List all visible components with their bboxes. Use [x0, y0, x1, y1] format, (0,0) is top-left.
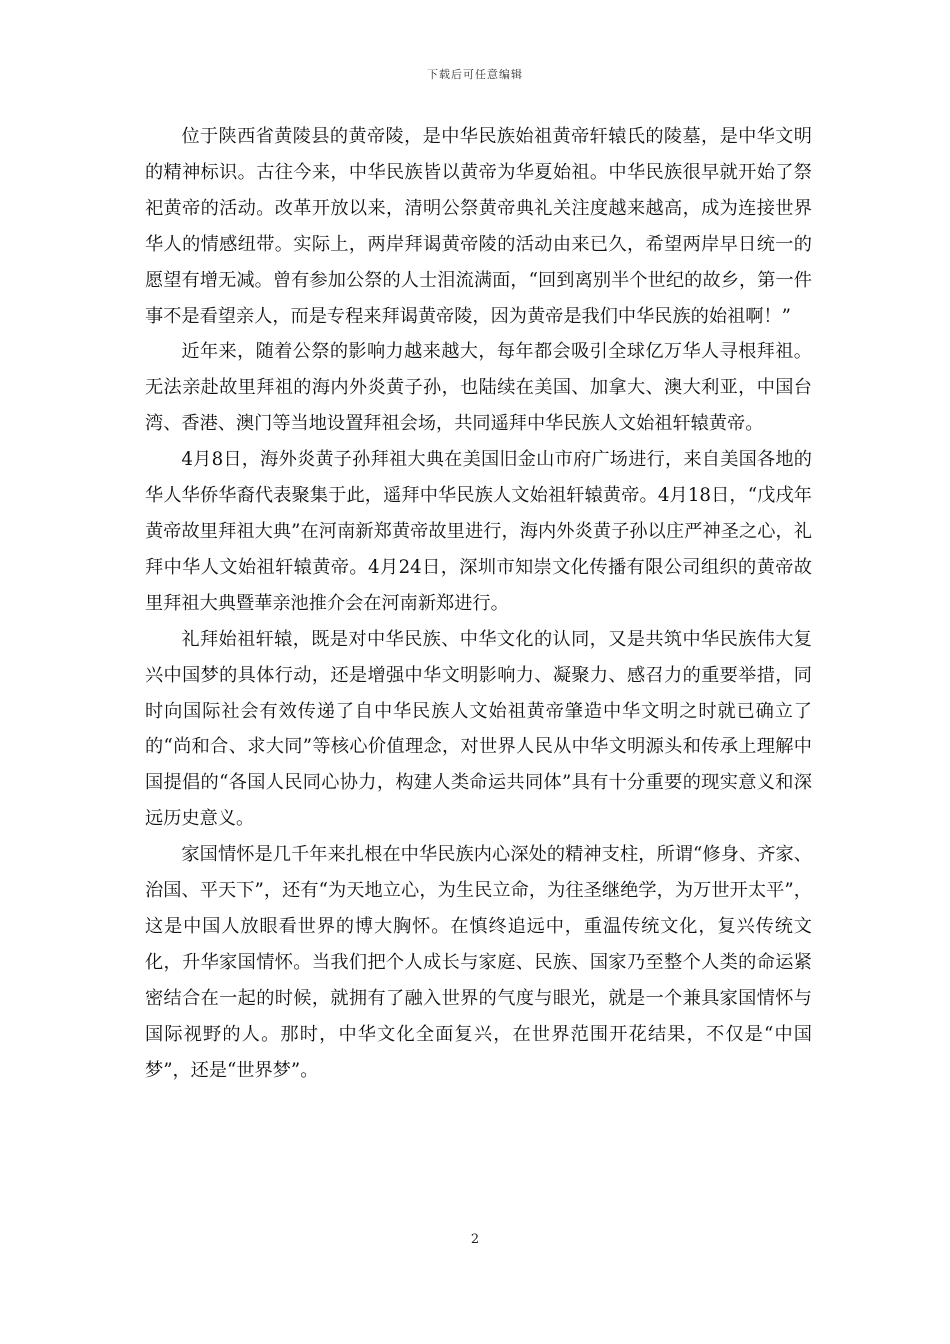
- paragraph-2: 近年来，随着公祭的影响力越来越大，每年都会吸引全球亿万华人寻根拜祖。无法亲赴故里拜祖的海内外炎黄子孙，也陆续在美国、加拿大、澳大利亚，中国台湾、香港、澳门等当地设置拜祖会场，共同遥拜中华民族人文始祖轩辕黄帝。: [145, 341, 812, 435]
- page-header: [0, 66, 950, 82]
- download-note: 下载后可任意编辑: [427, 68, 523, 81]
- article-body: [145, 119, 812, 1088]
- page-number-value: 2: [470, 1232, 480, 1247]
- paragraph-5: 家国情怀是几千年来扎根在中华民族内心深处的精神支柱，所谓“修身、齐家、治国、平天下”，还有“为天地立心，为生民立命，为往圣继绝学，为万世开太平”，这是中国人放眼看世界的博大胸怀。在慎终追远中，重温传统文化，复兴传统文化，升华家国情怀。当我们把个人成长与家庭、民族、国家乃至整个人类的命运紧密结合在一起的时候，就拥有了融入世界的气度与眼光，就是一个兼具家国情怀与国际视野的人。那时，中华文化全面复兴，在世界范围开花结果，不仅是“中国梦”，还是“世界梦”。: [145, 844, 812, 1081]
- paragraph-3: 4月8日，海外炎黄子孙拜祖大典在美国旧金山市府广场进行，来自美国各地的华人华侨华裔代表聚集于此，遥拜中华民族人文始祖轩辕黄帝。4月18日，“戊戌年黄帝故里拜祖大典”在河南新郑黄帝故里进行，海内外炎黄子孙以庄严神圣之心，礼拜中华人文始祖轩辕黄帝。4月24日，深圳市知崇文化传播有限公司组织的黄帝故里拜祖大典暨華亲池推介会在河南新郑进行。: [145, 449, 812, 614]
- page-number: [0, 1232, 950, 1247]
- paragraph-1: 位于陕西省黄陵县的黄帝陵，是中华民族始祖黄帝轩辕氏的陵墓，是中华文明的精神标识。古往今来，中华民族皆以黄帝为华夏始祖。中华民族很早就开始了祭祀黄帝的活动。改革开放以来，清明公祭黄帝典礼关注度越来越高，成为连接世界华人的情感纽带。实际上，两岸拜谒黄帝陵的活动由来已久，希望两岸早日统一的愿望有增无减。曾有参加公祭的人士泪流满面，“回到离别半个世纪的故乡，第一件事不是看望亲人，而是专程来拜谒黄帝陵，因为黄帝是我们中华民族的始祖啊！”: [145, 126, 812, 327]
- paragraph-4: 礼拜始祖轩辕，既是对中华民族、中华文化的认同，又是共筑中华民族伟大复兴中国梦的具体行动，还是增强中华文明影响力、凝聚力、感召力的重要举措，同时向国际社会有效传递了自中华民族人文始祖黄帝肇造中华文明之时就已确立了的“尚和合、求大同”等核心价值理念，对世界人民从中华文明源头和传承上理解中国提倡的“各国人民同心协力，构建人类命运共同体”具有十分重要的现实意义和深远历史意义。: [145, 628, 812, 830]
